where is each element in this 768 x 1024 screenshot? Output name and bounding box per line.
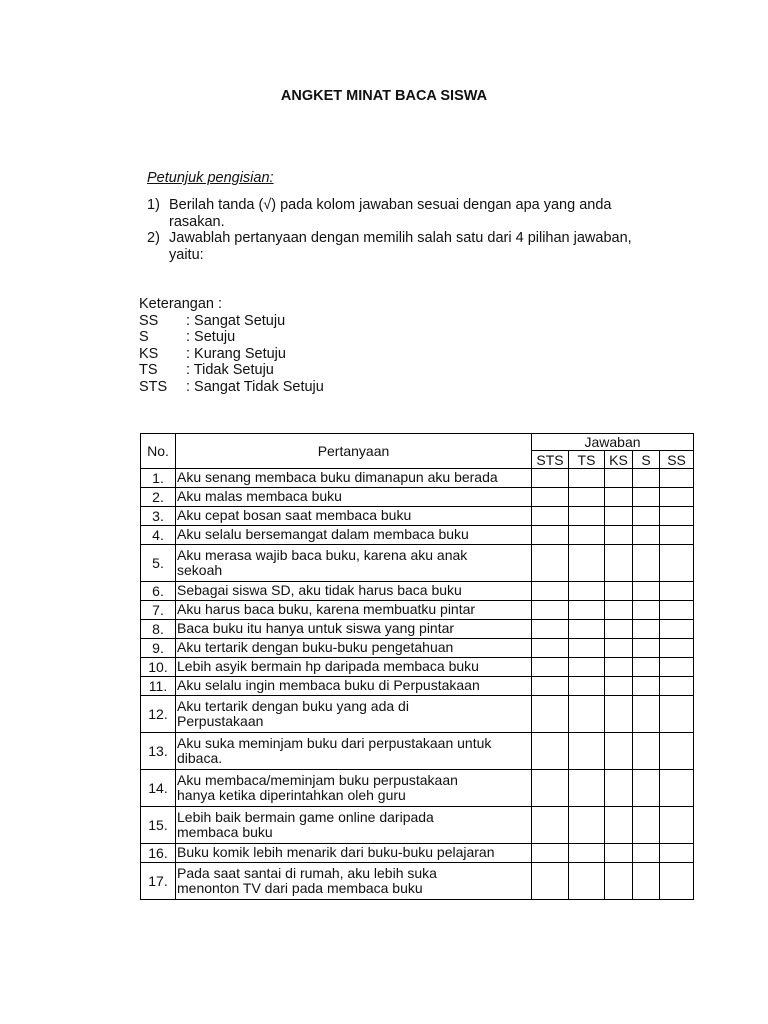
answer-cell-ks[interactable] xyxy=(605,507,633,526)
question-cell xyxy=(176,582,532,601)
answer-cell-ss[interactable] xyxy=(660,582,694,601)
answer-cell-ss[interactable] xyxy=(660,488,694,507)
question-cell xyxy=(176,601,532,620)
question-text: Aku tertarik dengan buku yang ada di xyxy=(177,697,409,714)
legend-abbr: SS xyxy=(139,312,159,329)
row-number: 14. xyxy=(141,770,176,807)
row-number: 5. xyxy=(141,545,176,582)
instructions-list xyxy=(147,197,687,263)
answer-cell-sts[interactable] xyxy=(532,582,569,601)
question-cell xyxy=(176,658,532,677)
answer-cell-ss[interactable] xyxy=(660,863,694,900)
answer-cell-ks[interactable] xyxy=(605,601,633,620)
question-text: Aku senang membaca buku dimanapun aku berada xyxy=(177,469,498,486)
table-row xyxy=(141,639,694,658)
answer-cell-ks[interactable] xyxy=(605,620,633,639)
answer-cell-ts[interactable] xyxy=(569,469,605,488)
answer-cell-sts[interactable] xyxy=(532,526,569,545)
header-answer-col: KS xyxy=(605,451,633,469)
question-text: Baca buku itu hanya untuk siswa yang pintar xyxy=(177,620,455,637)
question-text: menonton TV dari pada membaca buku xyxy=(177,880,423,896)
question-text: hanya ketika diperintahkan oleh guru xyxy=(177,787,406,803)
question-cell xyxy=(176,639,532,658)
question-text: Aku selalu bersemangat dalam membaca buku xyxy=(177,526,469,543)
answer-cell-ks[interactable] xyxy=(605,639,633,658)
question-text: Sebagai siswa SD, aku tidak harus baca buku xyxy=(177,582,462,599)
answer-cell-ts[interactable] xyxy=(569,639,605,658)
header-pertanyaan: Pertanyaan xyxy=(176,434,532,469)
legend-desc: : Sangat Setuju xyxy=(186,312,286,329)
legend-row xyxy=(139,362,324,379)
table-row xyxy=(141,658,694,677)
answer-cell-ks[interactable] xyxy=(605,807,633,844)
answer-cell-sts[interactable] xyxy=(532,469,569,488)
answer-cell-ts[interactable] xyxy=(569,601,605,620)
legend-abbr: KS xyxy=(139,345,159,362)
header-answer-col: STS xyxy=(532,451,569,469)
table-row xyxy=(141,601,694,620)
answer-cell-ks[interactable] xyxy=(605,844,633,863)
answer-cell-s[interactable] xyxy=(633,844,660,863)
answer-cell-s[interactable] xyxy=(633,488,660,507)
answer-cell-sts[interactable] xyxy=(532,770,569,807)
instruction-item xyxy=(147,197,687,230)
instructions-heading: Petunjuk pengisian: xyxy=(147,170,274,186)
answer-cell-sts[interactable] xyxy=(532,601,569,620)
page-title: ANGKET MINAT BACA SISWA xyxy=(280,88,488,104)
answer-cell-ss[interactable] xyxy=(660,696,694,733)
table-row xyxy=(141,844,694,863)
answer-cell-s[interactable] xyxy=(633,807,660,844)
answer-cell-ts[interactable] xyxy=(569,863,605,900)
question-text: Aku selalu ingin membaca buku di Perpustakaan xyxy=(177,677,480,694)
question-text: Pada saat santai di rumah, aku lebih suka xyxy=(177,864,437,881)
row-number: 2. xyxy=(141,488,176,507)
answer-cell-sts[interactable] xyxy=(532,696,569,733)
row-number: 11. xyxy=(141,677,176,696)
instruction-text: yaitu: xyxy=(169,246,204,263)
question-cell xyxy=(176,545,532,582)
answer-cell-ks[interactable] xyxy=(605,488,633,507)
answer-cell-s[interactable] xyxy=(633,620,660,639)
answer-cell-ts[interactable] xyxy=(569,582,605,601)
answer-cell-ss[interactable] xyxy=(660,601,694,620)
row-number: 12. xyxy=(141,696,176,733)
question-text: Aku tertarik dengan buku-buku pengetahuan xyxy=(177,639,454,656)
question-cell xyxy=(176,863,532,900)
answer-cell-ks[interactable] xyxy=(605,677,633,696)
answer-cell-s[interactable] xyxy=(633,507,660,526)
instruction-number: 2) xyxy=(147,230,160,246)
answer-cell-ts[interactable] xyxy=(569,658,605,677)
answer-cell-s[interactable] xyxy=(633,696,660,733)
answer-cell-ss[interactable] xyxy=(660,733,694,770)
answer-cell-s[interactable] xyxy=(633,545,660,582)
instruction-text: Berilah tanda (√) pada kolom jawaban sesuai dengan apa yang anda xyxy=(169,197,612,213)
table-row xyxy=(141,677,694,696)
answer-cell-ss[interactable] xyxy=(660,526,694,545)
answer-cell-s[interactable] xyxy=(633,677,660,696)
answer-cell-sts[interactable] xyxy=(532,639,569,658)
answer-cell-ks[interactable] xyxy=(605,526,633,545)
table-row xyxy=(141,469,694,488)
question-cell xyxy=(176,807,532,844)
question-cell xyxy=(176,488,532,507)
table-row xyxy=(141,863,694,900)
table-row xyxy=(141,488,694,507)
answer-cell-ks[interactable] xyxy=(605,469,633,488)
legend-row xyxy=(139,346,324,363)
answer-cell-sts[interactable] xyxy=(532,507,569,526)
legend-row xyxy=(139,379,324,396)
question-text: sekoah xyxy=(177,562,223,578)
question-text: Aku suka meminjam buku dari perpustakaan untuk xyxy=(177,734,492,751)
row-number: 7. xyxy=(141,601,176,620)
question-text: Aku merasa wajib baca buku, karena aku anak xyxy=(177,546,468,563)
answer-cell-ss[interactable] xyxy=(660,507,694,526)
answer-cell-sts[interactable] xyxy=(532,863,569,900)
question-text: dibaca. xyxy=(177,750,223,766)
question-text: Lebih baik bermain game online daripada xyxy=(177,808,434,825)
legend-desc: : Setuju xyxy=(186,329,236,345)
answer-cell-ks[interactable] xyxy=(605,582,633,601)
answer-cell-ks[interactable] xyxy=(605,658,633,677)
answer-cell-sts[interactable] xyxy=(532,844,569,863)
header-jawaban: Jawaban xyxy=(532,434,694,451)
table-row xyxy=(141,733,694,770)
question-cell xyxy=(176,770,532,807)
row-number: 4. xyxy=(141,526,176,545)
legend-desc: : Kurang Setuju xyxy=(186,345,286,362)
question-cell xyxy=(176,469,532,488)
answer-cell-sts[interactable] xyxy=(532,733,569,770)
answer-cell-ts[interactable] xyxy=(569,844,605,863)
row-number: 10. xyxy=(141,658,176,677)
question-text: Aku cepat bosan saat membaca buku xyxy=(177,507,412,524)
answer-cell-sts[interactable] xyxy=(532,658,569,677)
legend-desc: : Tidak Setuju xyxy=(186,362,274,378)
table-row xyxy=(141,545,694,582)
answer-cell-ts[interactable] xyxy=(569,770,605,807)
row-number: 1. xyxy=(141,469,176,488)
row-number: 6. xyxy=(141,582,176,601)
legend-abbr: TS xyxy=(139,362,158,378)
answer-cell-sts[interactable] xyxy=(532,677,569,696)
row-number: 9. xyxy=(141,639,176,658)
row-number: 15. xyxy=(141,807,176,844)
question-cell xyxy=(176,677,532,696)
answer-cell-s[interactable] xyxy=(633,639,660,658)
answer-cell-ts[interactable] xyxy=(569,807,605,844)
answer-cell-ss[interactable] xyxy=(660,469,694,488)
row-number: 8. xyxy=(141,620,176,639)
question-cell xyxy=(176,696,532,733)
answer-cell-s[interactable] xyxy=(633,582,660,601)
header-answer-col: TS xyxy=(569,451,605,469)
legend-abbr: S xyxy=(139,329,149,345)
answer-cell-ss[interactable] xyxy=(660,620,694,639)
answer-cell-ss[interactable] xyxy=(660,545,694,582)
table-row xyxy=(141,807,694,844)
answer-cell-s[interactable] xyxy=(633,658,660,677)
answer-cell-ts[interactable] xyxy=(569,545,605,582)
answer-cell-sts[interactable] xyxy=(532,620,569,639)
question-text: Aku harus baca buku, karena membuatku pintar xyxy=(177,601,476,618)
legend-heading: Keterangan : xyxy=(139,296,223,312)
table-row xyxy=(141,770,694,807)
question-cell xyxy=(176,733,532,770)
instruction-text: Jawablah pertanyaan dengan memilih salah satu dari 4 pilihan jawaban, xyxy=(169,230,632,246)
row-number: 17. xyxy=(141,863,176,900)
answer-cell-ts[interactable] xyxy=(569,526,605,545)
question-text: Lebih asyik bermain hp daripada membaca buku xyxy=(177,658,479,675)
answer-cell-ts[interactable] xyxy=(569,677,605,696)
legend xyxy=(139,296,324,395)
questionnaire-table xyxy=(140,433,694,900)
legend-row xyxy=(139,329,324,346)
answer-cell-ks[interactable] xyxy=(605,863,633,900)
row-number: 3. xyxy=(141,507,176,526)
table-row xyxy=(141,526,694,545)
legend-desc: : Sangat Tidak Setuju xyxy=(186,378,324,395)
instruction-number: 1) xyxy=(147,197,160,213)
answer-cell-s[interactable] xyxy=(633,770,660,807)
question-text: membaca buku xyxy=(177,824,273,840)
answer-cell-s[interactable] xyxy=(633,733,660,770)
header-answer-col: S xyxy=(633,451,660,469)
answer-cell-ts[interactable] xyxy=(569,488,605,507)
answer-cell-ss[interactable] xyxy=(660,639,694,658)
legend-row xyxy=(139,313,324,330)
answer-cell-ks[interactable] xyxy=(605,733,633,770)
answer-cell-ks[interactable] xyxy=(605,770,633,807)
question-cell xyxy=(176,526,532,545)
question-text: Aku malas membaca buku xyxy=(177,488,342,505)
header-no: No. xyxy=(141,434,176,469)
answer-cell-s[interactable] xyxy=(633,526,660,545)
answer-cell-ss[interactable] xyxy=(660,770,694,807)
table-row xyxy=(141,582,694,601)
answer-cell-s[interactable] xyxy=(633,469,660,488)
answer-cell-sts[interactable] xyxy=(532,488,569,507)
answer-cell-ts[interactable] xyxy=(569,733,605,770)
answer-cell-ts[interactable] xyxy=(569,696,605,733)
header-answer-col: SS xyxy=(660,451,694,469)
answer-cell-s[interactable] xyxy=(633,863,660,900)
answer-cell-ss[interactable] xyxy=(660,807,694,844)
answer-cell-sts[interactable] xyxy=(532,545,569,582)
question-cell xyxy=(176,507,532,526)
answer-cell-ts[interactable] xyxy=(569,620,605,639)
answer-cell-s[interactable] xyxy=(633,601,660,620)
question-cell xyxy=(176,844,532,863)
question-cell xyxy=(176,620,532,639)
table-row xyxy=(141,620,694,639)
answer-cell-ss[interactable] xyxy=(660,844,694,863)
table-row xyxy=(141,696,694,733)
answer-cell-ks[interactable] xyxy=(605,545,633,582)
table-row xyxy=(141,507,694,526)
legend-abbr: STS xyxy=(139,378,168,395)
instruction-item xyxy=(147,230,687,263)
question-text: Perpustakaan xyxy=(177,713,264,729)
instruction-text: rasakan. xyxy=(169,213,225,230)
answer-cell-ss[interactable] xyxy=(660,658,694,677)
answer-cell-ss[interactable] xyxy=(660,677,694,696)
row-number: 13. xyxy=(141,733,176,770)
answer-cell-ts[interactable] xyxy=(569,507,605,526)
answer-cell-ks[interactable] xyxy=(605,696,633,733)
question-text: Buku komik lebih menarik dari buku-buku pelajaran xyxy=(177,844,495,861)
question-text: Aku membaca/meminjam buku perpustakaan xyxy=(177,771,458,788)
row-number: 16. xyxy=(141,844,176,863)
answer-cell-sts[interactable] xyxy=(532,807,569,844)
